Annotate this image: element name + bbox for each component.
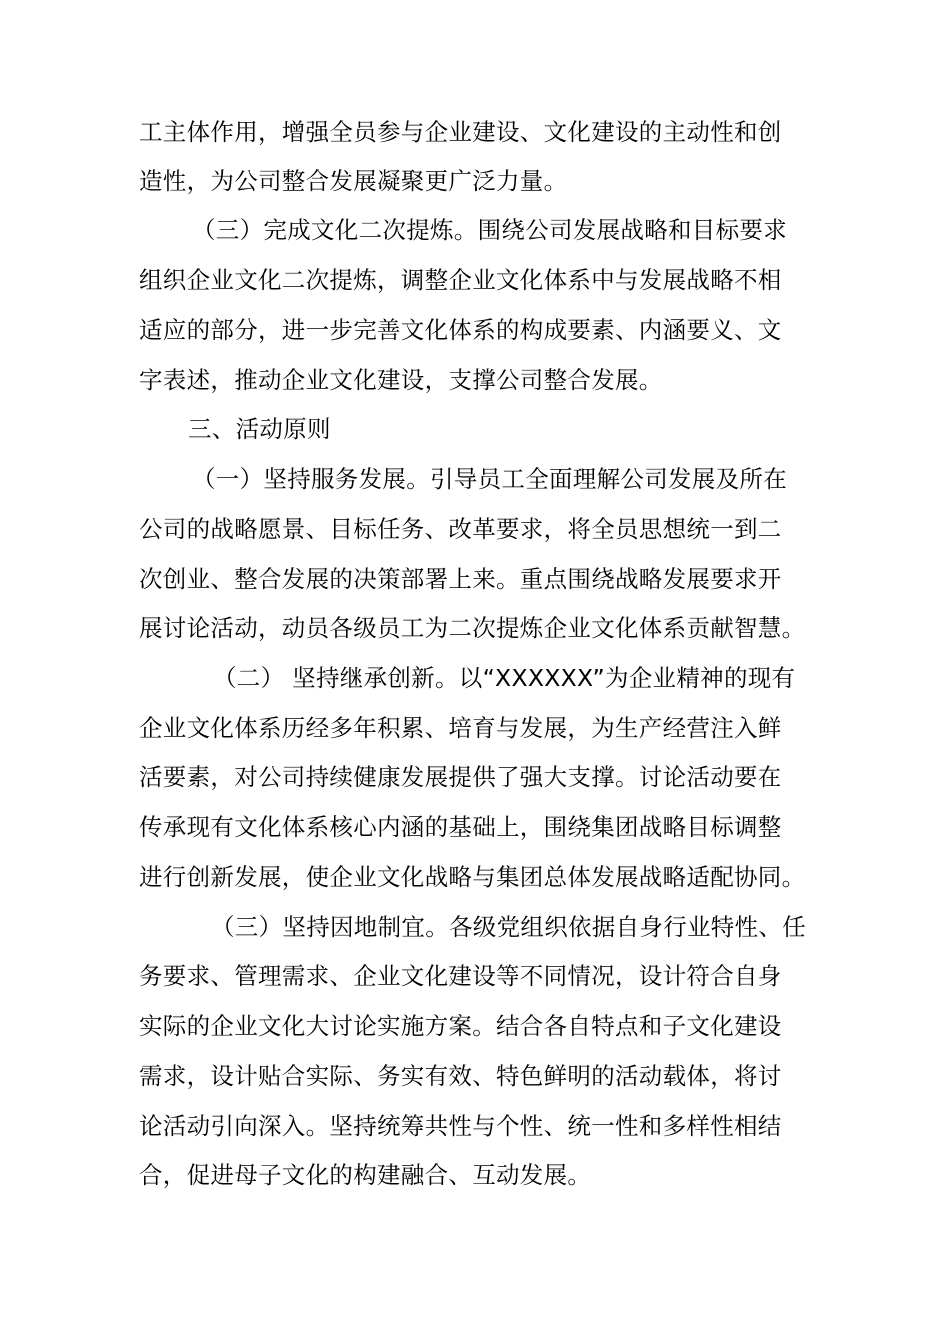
text-line: 适应的部分，进一步完善文化体系的构成要素、内涵要义、文: [139, 316, 782, 344]
paragraph-heading-2: （二） 坚持继承创新。以“XXXXXX”为企业精神的现有: [213, 664, 796, 692]
text-line: 造性，为公司整合发展凝聚更广泛力量。: [139, 167, 568, 195]
text-line: 次创业、整合发展的决策部署上来。重点围绕战略发展要求开: [139, 565, 782, 593]
text-line: 公司的战略愿景、目标任务、改革要求，将全员思想统一到二: [139, 515, 782, 543]
text-line: 组织企业文化二次提炼，调整企业文化体系中与发展战略不相: [139, 266, 782, 294]
text-line: 工主体作用，增强全员参与企业建设、文化建设的主动性和创: [139, 118, 782, 146]
section-heading: 三、活动原则: [188, 415, 331, 443]
paragraph-heading-1: （一）坚持服务发展。引导员工全面理解公司发展及所在: [192, 465, 787, 493]
text-line: 字表述，推动企业文化建设，支撑公司整合发展。: [139, 366, 663, 394]
text-line: 企业文化体系历经多年积累、培育与发展，为生产经营注入鲜: [139, 714, 782, 742]
text-line: 合，促进母子文化的构建融合、互动发展。: [139, 1161, 592, 1189]
text-line: 活要素，对公司持续健康发展提供了强大支撑。讨论活动要在: [139, 763, 782, 791]
paragraph-heading-3: （三）完成文化二次提炼。围绕公司发展战略和目标要求: [192, 216, 787, 244]
text-line: 需求，设计贴合实际、务实有效、特色鲜明的活动载体，将讨: [139, 1062, 782, 1090]
text-line: 论活动引向深入。坚持统筹共性与个性、统一性和多样性相结: [139, 1112, 782, 1140]
text-line: 务要求、管理需求、企业文化建设等不同情况，设计符合自身: [139, 962, 782, 990]
text-line: 展讨论活动，动员各级员工为二次提炼企业文化体系贡献智慧。: [139, 614, 806, 642]
paragraph-heading-3b: （三）坚持因地制宜。各级党组织依据自身行业特性、任: [211, 913, 806, 941]
text-line: 实际的企业文化大讨论实施方案。结合各自特点和子文化建设: [139, 1012, 782, 1040]
text-line: 传承现有文化体系核心内涵的基础上，围绕集团战略目标调整: [139, 813, 782, 841]
text-line: 进行创新发展，使企业文化战略与集团总体发展战略适配协同。: [139, 863, 806, 891]
